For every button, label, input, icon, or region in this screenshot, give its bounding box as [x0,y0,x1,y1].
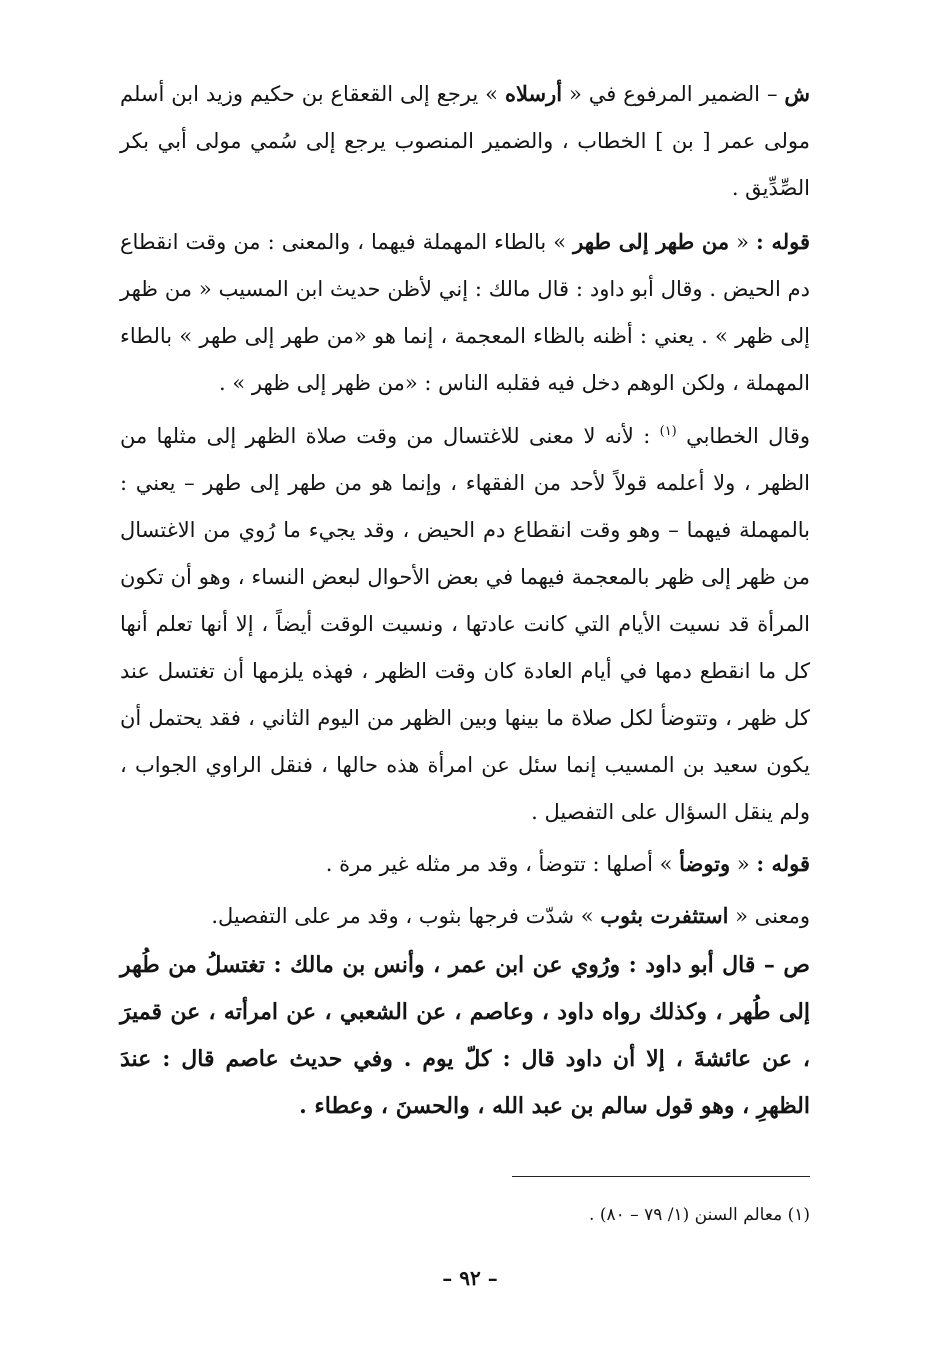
khattabi-paragraph [120,413,810,836]
page-body [120,70,810,1130]
khattabi-text-2: : لأنه لا معنى للاغتسال من وقت صلاة الظهر إلى مثلها من الظهر ، ولا أعلمه قولاً لأحد من الفقهاء ، وإنما هو من طهر إلى طهر – يعني : بالمهملة فيهما – وهو وقت انقطاع دم الحيض ، وقد يجيء ما رُوي من الاغتسال من ظهر إلى ظهر بالمعجمة فيهما في بعض الأحوال لبعض النساء ، وهو أن تكون المرأة قد نسيت الأيام التي كانت عادتها ، ونسيت الوقت أيضاً ، إلا أنها تعلم أنها كل ما انقطع دمها في أيام العادة كان وقت الظهر ، فهذه يلزمها أن تغتسل عند كل ظهر ، وتتوضأ لكل صلاة ما بينها وبين الظهر من اليوم الثاني ، فقد يحتمل أن يكون سعيد بن المسيب إنما سئل عن امرأة هذه حالها ، فنقل الراوي الجواب ، ولم ينقل السؤال على التفصيل . [120,424,810,824]
mana-paragraph [120,892,810,940]
sharh-text-2: » يرجع إلى القعقاع بن حكيم وزيد ابن أسلم مولى عمر [ بن ] الخطاب ، والضمير المنصوب يرجع إلى سُمي مولى أبي بكر الصِّدِّيق . [120,82,810,200]
qawl-1-lead: قوله : [756,229,810,254]
footnote: (١) معالم السنن (١/ ٧٩ – ٨٠) . [589,1205,810,1225]
footnote-divider [512,1176,810,1177]
qawl-2-keyword: وتوضأ [679,851,731,876]
sharh-keyword: أرسلاه [504,81,563,106]
sharh-marker: ش [784,81,811,106]
footnote-marker: (١) [659,424,677,439]
qawl-2-text-1: « [730,852,757,876]
qawl-paragraph-1 [120,218,810,407]
sharh-paragraph [120,70,810,212]
qawl-1-text-2: » بالطاء المهملة فيهما ، والمعنى : من وقت انقطاع دم الحيض . وقال أبو داود : قال مالك : إني لأظن حديث ابن المسيب « من ظهر إلى ظهر » . يعني : أظنه بالظاء المعجمة ، إنما هو «من طهر إلى طهر » بالطاء المهملة ، ولكن الوهم دخل فيه فقلبه الناس : «من ظهر إلى ظهر » . [120,230,810,395]
mana-keyword: استثفرت بثوب [600,903,729,928]
qawl-1-text-1: « [729,230,757,254]
qawl-2-text-2: » أصلها : تتوضأ ، وقد مر مثله غير مرة . [325,852,680,876]
matn-paragraph: ص – قال أبو داود : ورُوي عن ابن عمر ، وأنس بن مالك : تغتسلُ من طُهر إلى طُهر ، وكذلك رواه داود ، وعاصم ، عن الشعبي ، عن امرأته ، عن قميرَ ، عن عائشةَ ، إلا أن داود قال : كلّ يوم . وفي حديث عاصم قال : عندَ الظهرِ ، وهو قول سالم بن عبد الله ، والحسنَ ، وعطاء . [120,952,810,1119]
qawl-2-lead: قوله : [756,851,810,876]
sharh-text-1: – الضمير المرفوع في « [562,82,785,106]
khattabi-text-1: وقال الخطابي [676,424,810,448]
mana-text-2: » شدّت فرجها بثوب ، وقد مر على التفصيل. [211,904,601,928]
page-number: – ٩٢ – [442,1266,498,1290]
qawl-paragraph-2 [120,840,810,888]
mana-text-1: ومعنى « [728,904,810,928]
qawl-1-keyword: من طهر إلى طهر [573,229,730,254]
